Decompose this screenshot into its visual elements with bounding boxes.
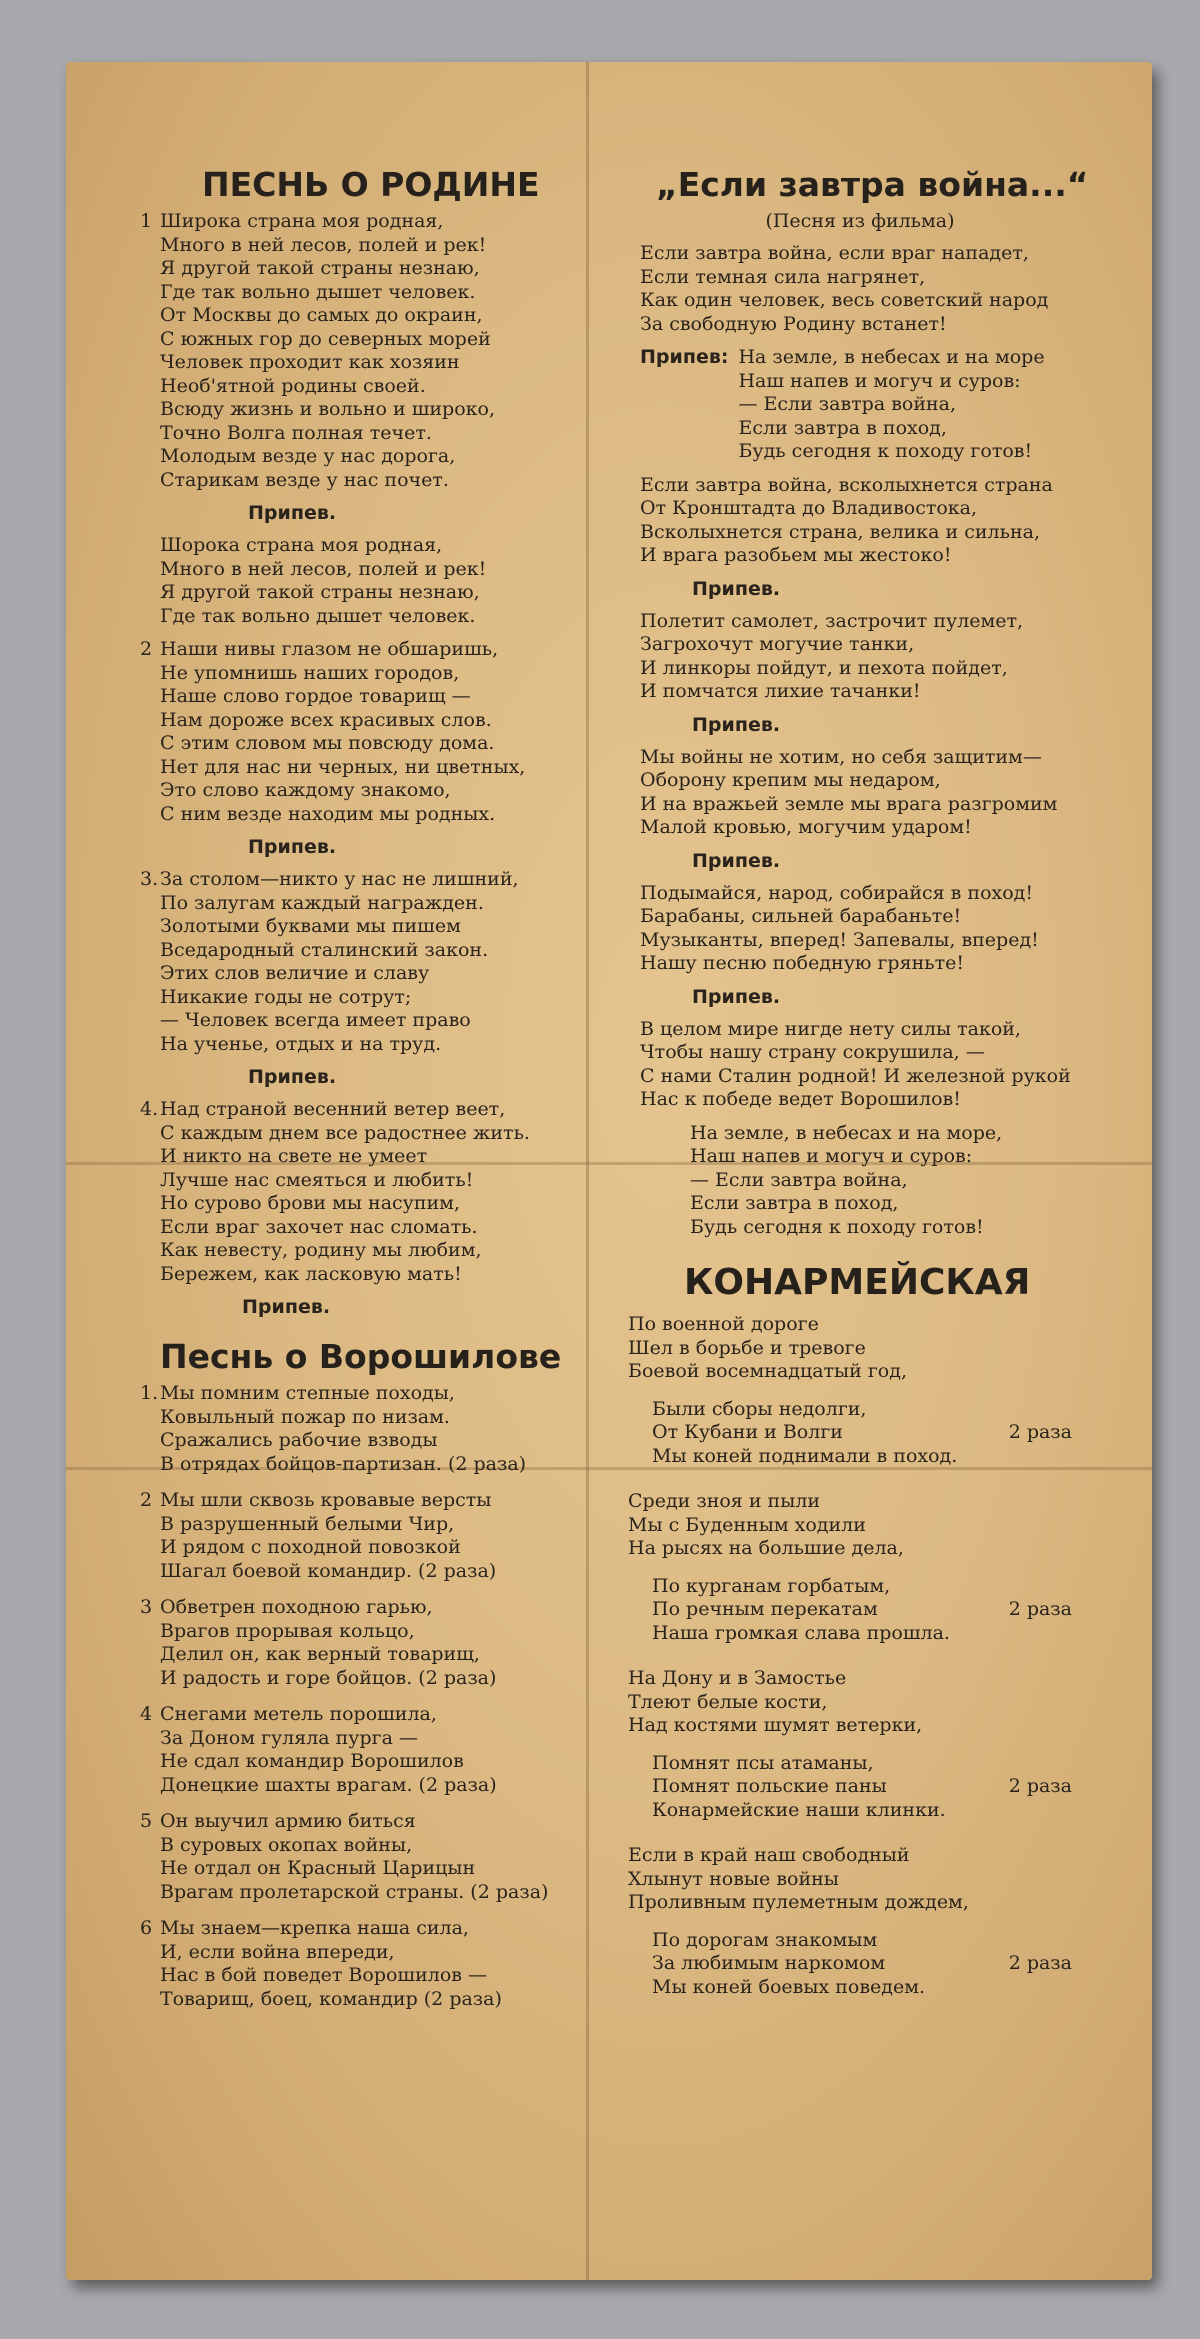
song-title: ПЕСНЬ О РОДИНЕ bbox=[202, 165, 540, 204]
lyric-line: Врагам пролетарской страны. (2 раза) bbox=[160, 1880, 549, 1903]
stanza-number: 3. bbox=[140, 868, 159, 890]
chorus bbox=[640, 346, 1080, 464]
lyric-line: За столом—никто у нас не лишний, bbox=[160, 868, 519, 890]
lyric-line: Загрохочут могучие танки, bbox=[640, 633, 915, 655]
stanza bbox=[140, 868, 560, 1056]
chorus-label: Припев. bbox=[248, 836, 337, 858]
refrain bbox=[628, 1752, 1078, 1823]
lyric-line: Малой кровью, могучим ударом! bbox=[640, 816, 972, 838]
lyric-line: Снегами метель порошила, bbox=[160, 1703, 437, 1725]
lyric-line: От Кронштадта до Владивостока, bbox=[640, 497, 978, 519]
lyric-line: На земле, в небесах и на море, bbox=[690, 1121, 1003, 1144]
lyric-line: Подымайся, народ, собирайся в поход! bbox=[640, 881, 1034, 904]
lyric-line: На рысях на большие дела, bbox=[628, 1537, 904, 1559]
lyric-line: Необ'ятной родины своей. bbox=[160, 374, 426, 397]
lyric-line: Нам дороже всех красивых слов. bbox=[160, 708, 492, 731]
lyric-line: Я другой такой страны незнаю, bbox=[160, 581, 480, 603]
song-blocks bbox=[628, 1313, 1078, 1999]
lyric-line: Шагал боевой командир. (2 раза) bbox=[160, 1559, 497, 1582]
lyric-line: За Доном гуляла пурга — bbox=[160, 1726, 418, 1749]
refrain bbox=[628, 1575, 1078, 1646]
lyric-line: — Человек всегда имеет право bbox=[160, 1009, 471, 1031]
lyric-line: Всколыхнется страна, велика и сильна, bbox=[640, 520, 1040, 543]
lyric-line: Не отдал он Красный Царицын bbox=[160, 1857, 476, 1879]
lyric-line: Хлынут новые войны bbox=[628, 1867, 839, 1890]
lyric-line: Наш напев и могуч и суров: bbox=[738, 369, 1021, 392]
repeat-mark: 2 раза bbox=[1008, 1775, 1072, 1797]
lyric-line: Шорока страна моя родная, bbox=[160, 534, 443, 556]
lyric-line: Как невесту, родину мы любим, bbox=[160, 1239, 482, 1261]
stanza bbox=[140, 1489, 580, 1583]
stanza-lines bbox=[640, 610, 1080, 704]
lyric-line: И никто на свете не умеет bbox=[160, 1145, 428, 1167]
lyric-line: С южных гор до северных морей bbox=[160, 327, 491, 350]
lyric-line: Если завтра в поход, bbox=[690, 1192, 899, 1214]
repeat-mark: 2 раза bbox=[1008, 1598, 1072, 1620]
chorus-label: Припев. bbox=[242, 1296, 331, 1318]
final-chorus-lines bbox=[640, 1122, 1080, 1240]
chorus-label: Припев. bbox=[692, 849, 781, 872]
stanza-lines bbox=[640, 474, 1080, 568]
lyric-line: Много в ней лесов, полей и рек! bbox=[160, 557, 487, 580]
lyric-line: Будь сегодня к походу готов! bbox=[738, 440, 1033, 462]
verse bbox=[628, 1490, 1078, 1561]
repeat-mark: 2 раза bbox=[1008, 1952, 1072, 1974]
lyric-line: Наше слово гордое товарищ — bbox=[160, 685, 471, 707]
lyric-line: Он выучил армию биться bbox=[160, 1810, 416, 1832]
song-esli-zavtra-voyna bbox=[640, 165, 1089, 1249]
stanza bbox=[140, 210, 560, 492]
lyric-line: По речным перекатам bbox=[652, 1598, 878, 1620]
chorus-label: Припев. bbox=[692, 577, 781, 600]
lyric-line: Над костями шумят ветерки, bbox=[628, 1714, 923, 1736]
stanza bbox=[140, 1917, 580, 2011]
lyric-line: Нас в бой поведет Ворошилов — bbox=[160, 1964, 488, 1986]
stanza-lines bbox=[160, 638, 560, 826]
refrain-row bbox=[652, 1952, 1072, 1976]
lyric-line: С нами Сталин родной! И железной рукой bbox=[640, 1064, 1071, 1087]
stanza bbox=[140, 1703, 580, 1797]
refrain-row bbox=[652, 1752, 1072, 1776]
chorus-label: Припев. bbox=[248, 502, 337, 524]
stanza-number: 4. bbox=[140, 1098, 159, 1120]
lyric-line: Никакие годы не сотрут; bbox=[160, 985, 412, 1008]
lyric-line: Вседародный сталинский закон. bbox=[160, 938, 489, 961]
stanza-number: 6 bbox=[140, 1917, 153, 1939]
lyric-line: Точно Волга полная течет. bbox=[160, 421, 432, 444]
lyric-line: Бережем, как ласковую мать! bbox=[160, 1262, 462, 1285]
lyric-line: Нет для нас ни черных, ни цветных, bbox=[160, 755, 526, 778]
song-konarmeyskaya bbox=[628, 1262, 1078, 2021]
lyric-line: На земле, в небесах и на море bbox=[738, 346, 1045, 368]
lyric-line: Сражались рабочие взводы bbox=[160, 1429, 438, 1451]
lyric-line: Где так вольно дышет человек. bbox=[160, 280, 476, 303]
lyric-line: По залугам каждый награжден. bbox=[160, 891, 484, 914]
lyric-line: В разрушенный белыми Чир, bbox=[160, 1512, 455, 1535]
lyric-line: И радость и горе бойцов. (2 раза) bbox=[160, 1666, 497, 1689]
stanza-number: 4 bbox=[140, 1703, 153, 1725]
lyric-line: Наш напев и могуч и суров: bbox=[690, 1145, 973, 1167]
lyric-line: Ковыльный пожар по низам. bbox=[160, 1405, 450, 1428]
lyric-line: Если завтра в поход, bbox=[738, 416, 947, 439]
verse bbox=[628, 1667, 1078, 1738]
lyric-line: Мы коней поднимали в поход. bbox=[652, 1444, 958, 1467]
lyric-line: Широка страна моя родная, bbox=[160, 210, 444, 232]
vertical-fold bbox=[586, 62, 589, 2280]
lyric-line: От Кубани и Волги bbox=[652, 1421, 843, 1443]
stanza-lines bbox=[160, 868, 560, 1056]
lyric-line: По военной дороге bbox=[628, 1313, 819, 1335]
lyric-line: Если в край наш свободный bbox=[628, 1844, 910, 1866]
song-title: „Если завтра война...“ bbox=[656, 165, 1089, 204]
chorus-label: Припев. bbox=[692, 713, 781, 736]
lyric-line: Старикам везде у нас почет. bbox=[160, 468, 449, 491]
lyric-line: Полетит самолет, застрочит пулемет, bbox=[640, 609, 1024, 632]
refrain-row bbox=[652, 1976, 1072, 2000]
lyric-line: Много в ней лесов, полей и рек! bbox=[160, 233, 487, 256]
stanza-lines bbox=[160, 210, 560, 492]
refrain-row bbox=[652, 1622, 1072, 1646]
lyric-line: Были сборы недолги, bbox=[652, 1397, 867, 1420]
stanza-lines bbox=[640, 746, 1080, 840]
lyric-line: Лучше нас смеяться и любить! bbox=[160, 1168, 474, 1191]
lyric-line: На ученье, отдых и на труд. bbox=[160, 1032, 442, 1055]
refrain-row bbox=[652, 1421, 1072, 1445]
lyric-line: От Москвы до самых до окраин, bbox=[160, 304, 483, 326]
lyric-line: Мы шли сквозь кровавые версты bbox=[160, 1489, 492, 1511]
lyric-line: И врага разобьем мы жестоко! bbox=[640, 544, 952, 566]
lyric-line: Среди зноя и пыли bbox=[628, 1490, 821, 1512]
refrain-row bbox=[652, 1799, 1072, 1823]
lyric-line: За любимым наркомом bbox=[652, 1952, 886, 1974]
stanza bbox=[140, 1596, 580, 1690]
lyric-line: С этим словом мы повсюду дома. bbox=[160, 732, 495, 754]
lyric-line: Донецкие шахты врагам. (2 раза) bbox=[160, 1773, 497, 1796]
lyric-line: По курганам горбатым, bbox=[652, 1574, 891, 1597]
lyric-line: С ним везде находим мы родных. bbox=[160, 802, 496, 825]
lyric-line: В целом мире нигде нету силы такой, bbox=[640, 1017, 1021, 1040]
stanza bbox=[140, 1382, 580, 1476]
lyric-line: И на вражьей земле мы врага разгромим bbox=[640, 792, 1058, 815]
lyric-line: Этих слов величие и славу bbox=[160, 962, 430, 984]
lyric-line: — Если завтра война, bbox=[690, 1168, 908, 1191]
stanza-number: 2 bbox=[140, 638, 153, 660]
lyric-line: Боевой восемнадцатый год, bbox=[628, 1360, 907, 1382]
lyric-line: Но сурово брови мы насупим, bbox=[160, 1192, 460, 1214]
lyric-line: Нашу песню победную гряньте! bbox=[640, 952, 964, 974]
lyric-line: Делил он, как верный товарищ, bbox=[160, 1643, 480, 1665]
chorus-lines bbox=[160, 534, 560, 628]
lyric-line: В отрядах бойцов-партизан. (2 раза) bbox=[160, 1452, 527, 1475]
song-subtitle: (Песня из фильма) bbox=[765, 210, 955, 232]
lyric-line: Если завтра война, если враг нападет, bbox=[640, 242, 1029, 264]
lyric-line: Врагов прорывая кольцо, bbox=[160, 1619, 415, 1642]
lyric-line: Проливным пулеметным дождем, bbox=[628, 1891, 969, 1913]
lyric-line: — Если завтра война, bbox=[738, 393, 957, 415]
lyric-line: Человек проходит как хозяин bbox=[160, 351, 460, 373]
stanza bbox=[140, 638, 560, 826]
lyric-line: Если темная сила нагрянет, bbox=[640, 265, 926, 288]
chorus-label: Припев. bbox=[248, 1066, 337, 1088]
lyric-line: Конармейские наши клинки. bbox=[652, 1798, 946, 1821]
stanza-lines bbox=[640, 1018, 1080, 1112]
lyric-line: Мы коней боевых поведем. bbox=[652, 1975, 926, 1998]
stanza-lines bbox=[640, 882, 1080, 976]
lyric-line: Оборону крепим мы недаром, bbox=[640, 769, 941, 791]
lyric-line: Барабаны, сильней барабаньте! bbox=[640, 905, 962, 927]
lyric-line: Мы войны не хотим, но себя защитим— bbox=[640, 745, 1042, 768]
refrain-row bbox=[652, 1398, 1072, 1422]
refrain-row bbox=[652, 1445, 1072, 1469]
lyric-line: На Дону и в Замостье bbox=[628, 1667, 847, 1689]
refrain-row bbox=[652, 1575, 1072, 1599]
refrain-row bbox=[652, 1598, 1072, 1622]
lyric-line: Я другой такой страны незнаю, bbox=[160, 257, 480, 279]
chorus-label: Припев. bbox=[692, 985, 781, 1008]
stanza bbox=[140, 1098, 560, 1286]
lyric-line: Товарищ, боец, командир (2 раза) bbox=[160, 1987, 502, 2010]
lyric-line: Молодым везде у нас дорога, bbox=[160, 445, 456, 467]
song-stanzas bbox=[140, 1382, 580, 2011]
lyric-line: Как один человек, весь советский народ bbox=[640, 289, 1049, 311]
lyric-line: Над страной весенний ветер веет, bbox=[160, 1098, 506, 1120]
lyric-line: Наши нивы глазом не обшаришь, bbox=[160, 638, 499, 660]
lyric-line: В суровых окопах войны, bbox=[160, 1833, 413, 1856]
lyric-line: За свободную Родину встанет! bbox=[640, 312, 947, 335]
lyric-line: С каждым днем все радостнее жить. bbox=[160, 1121, 530, 1144]
lyric-line: Будь сегодня к походу готов! bbox=[690, 1215, 984, 1238]
lyric-line: Если завтра война, всколыхнется страна bbox=[640, 473, 1053, 496]
lyric-line: И рядом с походной повозкой bbox=[160, 1536, 461, 1558]
lyric-line: Золотыми буквами мы пишем bbox=[160, 915, 461, 937]
stanza-lines bbox=[640, 242, 1080, 336]
stanza-number: 5 bbox=[140, 1810, 153, 1832]
stanza-number: 1. bbox=[140, 1382, 159, 1404]
lyric-line: Где так вольно дышет человек. bbox=[160, 604, 476, 627]
lyric-line: Нас к победе ведет Ворошилов! bbox=[640, 1088, 961, 1110]
song-voroshilov bbox=[140, 1337, 580, 2024]
lyric-line: Чтобы нашу страну сокрушила, — bbox=[640, 1041, 985, 1063]
chorus-label: Припев: bbox=[640, 346, 729, 368]
verse bbox=[628, 1844, 1078, 1915]
stanza-lines bbox=[160, 1098, 560, 1286]
lyric-line: И, если война впереди, bbox=[160, 1940, 395, 1963]
stanza-number: 3 bbox=[140, 1596, 153, 1618]
lyric-line: Обветрен походною гарью, bbox=[160, 1596, 433, 1618]
song-rodina bbox=[140, 165, 560, 1328]
lyric-line: Тлеют белые кости, bbox=[628, 1690, 828, 1713]
stanza bbox=[140, 1810, 580, 1904]
lyric-line: Наша громкая слава прошла. bbox=[652, 1621, 950, 1644]
lyric-line: Помнят польские паны bbox=[652, 1775, 887, 1797]
stanza-number: 2 bbox=[140, 1489, 153, 1511]
lyric-line: По дорогам знакомым bbox=[652, 1928, 878, 1951]
lyric-line: И помчатся лихие тачанки! bbox=[640, 680, 921, 702]
lyric-line: Мы с Буденным ходили bbox=[628, 1513, 866, 1536]
lyric-line: Мы помним степные походы, bbox=[160, 1382, 455, 1404]
song-title: Песнь о Ворошилове bbox=[160, 1337, 562, 1376]
repeat-mark: 2 раза bbox=[1008, 1421, 1072, 1443]
refrain bbox=[628, 1929, 1078, 2000]
refrain-row bbox=[652, 1775, 1072, 1799]
lyric-line: Не сдал командир Ворошилов bbox=[160, 1750, 464, 1772]
lyric-line: Помнят псы атаманы, bbox=[652, 1751, 874, 1774]
refrain-row bbox=[652, 1929, 1072, 1953]
lyric-line: Мы знаем—крепка наша сила, bbox=[160, 1917, 469, 1939]
lyric-line: Всюду жизнь и вольно и широко, bbox=[160, 398, 495, 420]
lyric-line: И линкоры пойдут, и пехота пойдет, bbox=[640, 656, 1008, 679]
refrain bbox=[628, 1398, 1078, 1469]
lyric-line: Это слово каждому знакомо, bbox=[160, 779, 451, 801]
lyric-line: Не упомнишь наших городов, bbox=[160, 661, 460, 684]
lyric-line: Если враг захочет нас сломать. bbox=[160, 1215, 478, 1238]
song-title: КОНАРМЕЙСКАЯ bbox=[684, 1262, 1031, 1303]
lyric-line: Музыканты, вперед! Запевалы, вперед! bbox=[640, 928, 1039, 951]
chorus-lines bbox=[738, 346, 1044, 464]
stanza-number: 1 bbox=[140, 210, 153, 232]
verse bbox=[628, 1313, 1078, 1384]
lyric-line: Шел в борьбе и тревоге bbox=[628, 1336, 866, 1359]
